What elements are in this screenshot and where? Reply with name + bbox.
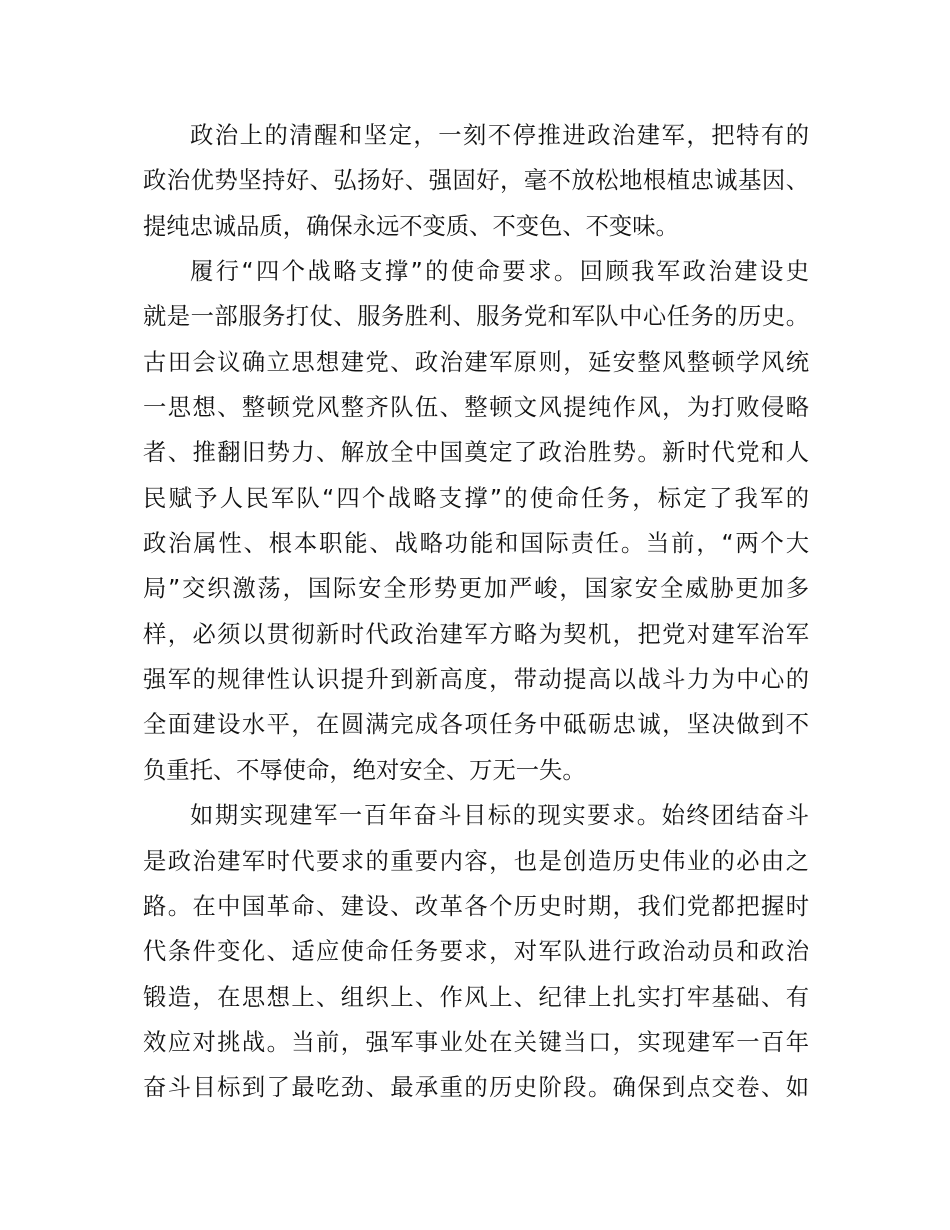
text-line: 履行“四个战略支撑”的使命要求。回顾我军政治建设史 <box>190 258 809 286</box>
paragraph <box>143 113 809 249</box>
text-line: 全面建设水平，在圆满完成各项任务中砥砺忠诚，坚决做到不 <box>143 711 809 739</box>
text-line: 民赋予人民军队“四个战略支撑”的使命任务，标定了我军的 <box>143 484 809 512</box>
text-line: 路。在中国革命、建设、改革各个历史时期，我们党都把握时 <box>143 892 809 920</box>
paragraph <box>143 249 809 793</box>
text-line: 政治上的清醒和坚定，一刻不停推进政治建军，把特有的 <box>190 122 809 149</box>
text-line: 提纯忠诚品质，确保永远不变质、不变色、不变味。 <box>143 212 679 240</box>
text-line: 如期实现建军一百年奋斗目标的现实要求。始终团结奋斗 <box>190 802 809 830</box>
text-line: 奋斗目标到了最吃劲、最承重的历史阶段。确保到点交卷、如 <box>143 1074 809 1102</box>
text-line: 局”交织激荡，国际安全形势更加严峻，国家安全威胁更加多 <box>143 575 809 603</box>
text-line: 政治优势坚持好、弘扬好、强固好，毫不放松地根植忠诚基因、 <box>143 167 809 195</box>
text-line: 锻造，在思想上、组织上、作风上、纪律上扎实打牢基础、有 <box>143 983 809 1011</box>
document-page <box>143 113 809 1111</box>
text-line: 是政治建军时代要求的重要内容，也是创造历史伟业的必由之 <box>143 847 809 875</box>
text-line: 就是一部服务打仗、服务胜利、服务党和军队中心任务的历史。 <box>143 303 809 331</box>
text-line: 代条件变化、适应使命任务要求，对军队进行政治动员和政治 <box>143 938 809 966</box>
text-line: 样，必须以贯彻新时代政治建军方略为契机，把党对建军治军 <box>143 620 809 648</box>
paragraph <box>143 793 809 1110</box>
text-line: 效应对挑战。当前，强军事业处在关键当口，实现建军一百年 <box>143 1028 809 1056</box>
text-line: 古田会议确立思想建党、政治建军原则，延安整风整顿学风统 <box>143 348 809 376</box>
text-line: 强军的规律性认识提升到新高度，带动提高以战斗力为中心的 <box>143 666 809 694</box>
text-line: 政治属性、根本职能、战略功能和国际责任。当前，“两个大 <box>143 530 809 558</box>
text-line: 一思想、整顿党风整齐队伍、整顿文风提纯作风，为打败侵略 <box>143 394 809 422</box>
text-line: 负重托、不辱使命，绝对安全、万无一失。 <box>143 756 586 784</box>
text-line: 者、推翻旧势力、解放全中国奠定了政治胜势。新时代党和人 <box>143 439 809 467</box>
